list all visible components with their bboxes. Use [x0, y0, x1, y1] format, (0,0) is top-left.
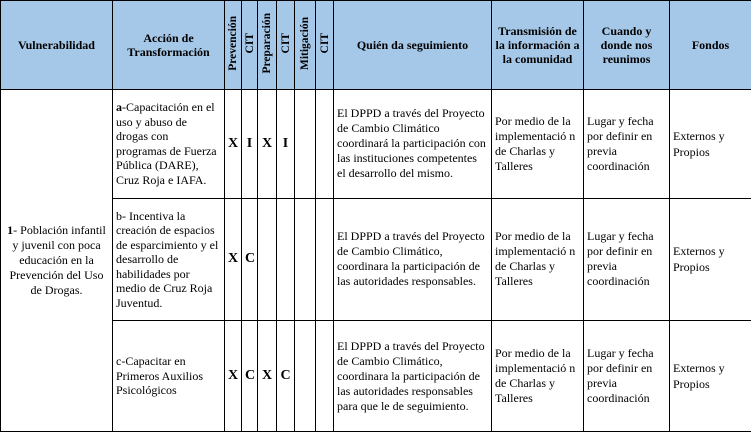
preparacion-mark: X: [258, 90, 277, 199]
header-cuando: Cuando y donde nos reunimos: [584, 1, 670, 90]
header-cit-label: CIT: [243, 33, 256, 54]
prevencion-mark: X: [225, 321, 242, 432]
accion-cell: [113, 90, 225, 199]
preparacion-cit-mark: I: [277, 90, 295, 199]
cuando-cell: Lugar y fecha por definir en previa coordinación: [584, 198, 670, 321]
accion-cell: [113, 321, 225, 432]
header-cit-label: CIT: [318, 33, 331, 54]
transmision-cell: Por medio de la implementació n de Charlas y Talleres: [492, 321, 584, 432]
header-fondos: Fondos: [670, 1, 751, 90]
mitigacion-mark: [295, 198, 316, 321]
vulnerabilidad-number: 1: [7, 223, 14, 237]
accion-text: c-Capacitar en Primeros Auxilios Psicológicos: [116, 354, 204, 398]
cuando-cell: Lugar y fecha por definir en previa coordinación: [584, 321, 670, 432]
header-transmision: Transmisión de la información a la comunidad: [492, 1, 584, 90]
preparacion-mark: X: [258, 321, 277, 432]
accion-prefix: a: [116, 100, 122, 115]
vulnerabilidad-text: - Población infantil y juvenil con poca educación en la Prevención del Uso de Drogas.: [9, 223, 106, 297]
header-cit-label: CIT: [279, 33, 292, 54]
table-row: [1, 198, 751, 321]
quien-cell: El DPPD a través del Proyecto de Cambio Climático, coordinara la participación de las autoridades responsables.: [334, 198, 492, 321]
mitigacion-cit-mark: [316, 90, 334, 199]
transmision-cell: Por medio de la implementació n de Charlas y Talleres: [492, 198, 584, 321]
prevencion-mark: X: [225, 198, 242, 321]
prevencion-mark: X: [225, 90, 242, 199]
cuando-cell: Lugar y fecha por definir en previa coordinación: [584, 90, 670, 199]
quien-cell: El DPPD a través del Proyecto de Cambio Climático coordinará la participación con las instituciones competentes el desarrollo del mismo.: [334, 90, 492, 199]
header-preparacion-cit: [277, 1, 295, 90]
fondos-cell: Externos y Propios: [670, 321, 751, 432]
header-preparacion: [258, 1, 277, 90]
accion-cell: [113, 198, 225, 321]
quien-cell: El DPPD a través del Proyecto de Cambio Climático, coordinara la participación de las autoridades responsables para que le de seguimiento.: [334, 321, 492, 432]
transmision-cell: Por medio de la implementació n de Charlas y Talleres: [492, 90, 584, 199]
header-mitigacion-label: Mitigación: [299, 16, 311, 71]
table-row: [1, 321, 751, 432]
mitigacion-cit-mark: [316, 198, 334, 321]
table-row: [1, 90, 751, 199]
prevencion-cit-mark: C: [242, 198, 258, 321]
prevencion-cit-mark: I: [242, 90, 258, 199]
accion-text: b- Incentiva la creación de espacios de esparcimiento y el desarrollo de habilidades por medio de Cruz Roja Juventud.: [116, 208, 219, 310]
prevencion-cit-mark: C: [242, 321, 258, 432]
preparacion-mark: [258, 198, 277, 321]
header-preparacion-label: Preparación: [261, 13, 273, 74]
header-mitigacion-cit: [316, 1, 334, 90]
accion-text: -Capacitación en el uso y abuso de drogas con programas de Fuerza Pública (DARE), Cruz Roja e IAFA.: [116, 100, 217, 187]
mitigacion-mark: [295, 321, 316, 432]
header-prevencion-cit: [242, 1, 258, 90]
preparacion-cit-mark: C: [277, 321, 295, 432]
vulnerabilidad-cell: [1, 90, 113, 432]
header-prevencion: [225, 1, 242, 90]
preparacion-cit-mark: [277, 198, 295, 321]
header-vulnerabilidad: Vulnerabilidad: [1, 1, 113, 90]
fondos-cell: Externos y Propios: [670, 90, 751, 199]
fondos-cell: Externos y Propios: [670, 198, 751, 321]
mitigacion-cit-mark: [316, 321, 334, 432]
header-quien: Quién da seguimiento: [334, 1, 492, 90]
header-mitigacion: [295, 1, 316, 90]
mitigacion-mark: [295, 90, 316, 199]
header-prevencion-label: Prevención: [227, 16, 239, 71]
header-row: [1, 1, 751, 90]
header-accion: Acción de Transformación: [113, 1, 225, 90]
